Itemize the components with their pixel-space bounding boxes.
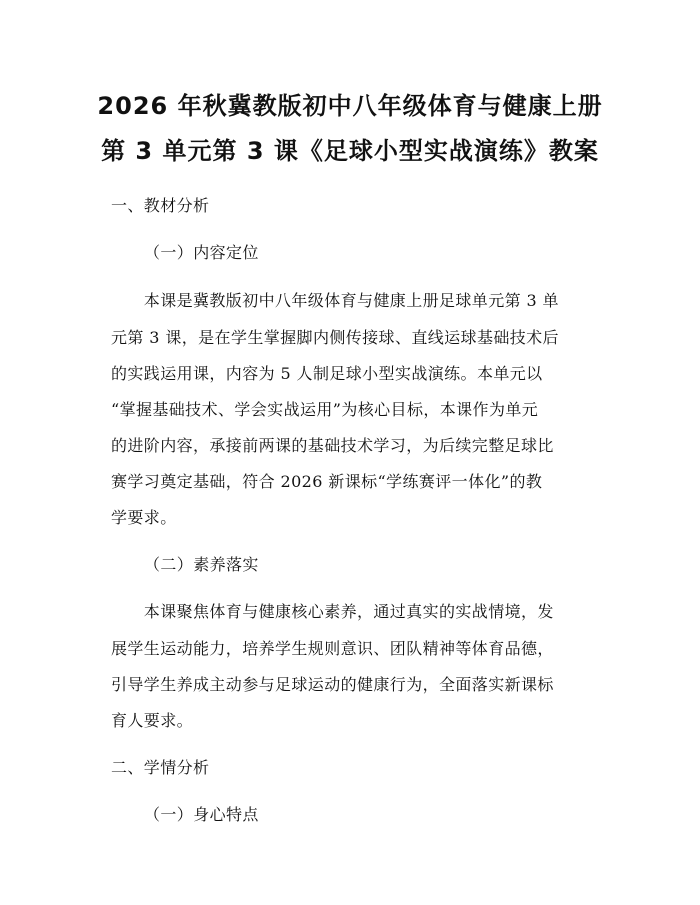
section-heading-learner-analysis: 二、学情分析 [111,758,210,777]
paragraph-line: 本课聚焦体育与健康核心素养，通过真实的实战情境，发 [111,602,554,621]
paragraph-line: “掌握基础技术、学会实战运用”为核心目标，本课作为单元 [111,400,539,419]
paragraph-line: 引导学生养成主动参与足球运动的健康行为，全面落实新课标 [111,675,554,694]
paragraph-line: 赛学习奠定基础，符合 2026 新课标“学练赛评一体化”的教 [111,472,543,491]
paragraph-line: 本课是冀教版初中八年级体育与健康上册足球单元第 3 单 [111,291,559,310]
paragraph-line: 的进阶内容，承接前两课的基础技术学习，为后续完整足球比 [111,436,554,455]
paragraph-line: 展学生运动能力，培养学生规则意识、团队精神等体育品德， [111,639,554,658]
subsection-heading-content-positioning: （一）内容定位 [144,243,259,262]
paragraph-line: 育人要求。 [111,711,194,730]
paragraph-line: 的实践运用课，内容为 5 人制足球小型实战演练。本单元以 [111,364,543,383]
document-title-line-1: 2026 年秋冀教版初中八年级体育与健康上册 [97,92,603,120]
paragraph-line: 元第 3 课，是在学生掌握脚内侧传接球、直线运球基础技术后 [111,328,559,347]
subsection-heading-literacy-implementation: （二）素养落实 [144,555,259,574]
section-heading-materials-analysis: 一、教材分析 [111,196,210,215]
paragraph-line: 学要求。 [111,508,177,527]
document-title-line-2: 第 3 单元第 3 课《足球小型实战演练》教案 [101,137,599,165]
subsection-heading-physical-mental-traits: （一）身心特点 [144,805,259,824]
